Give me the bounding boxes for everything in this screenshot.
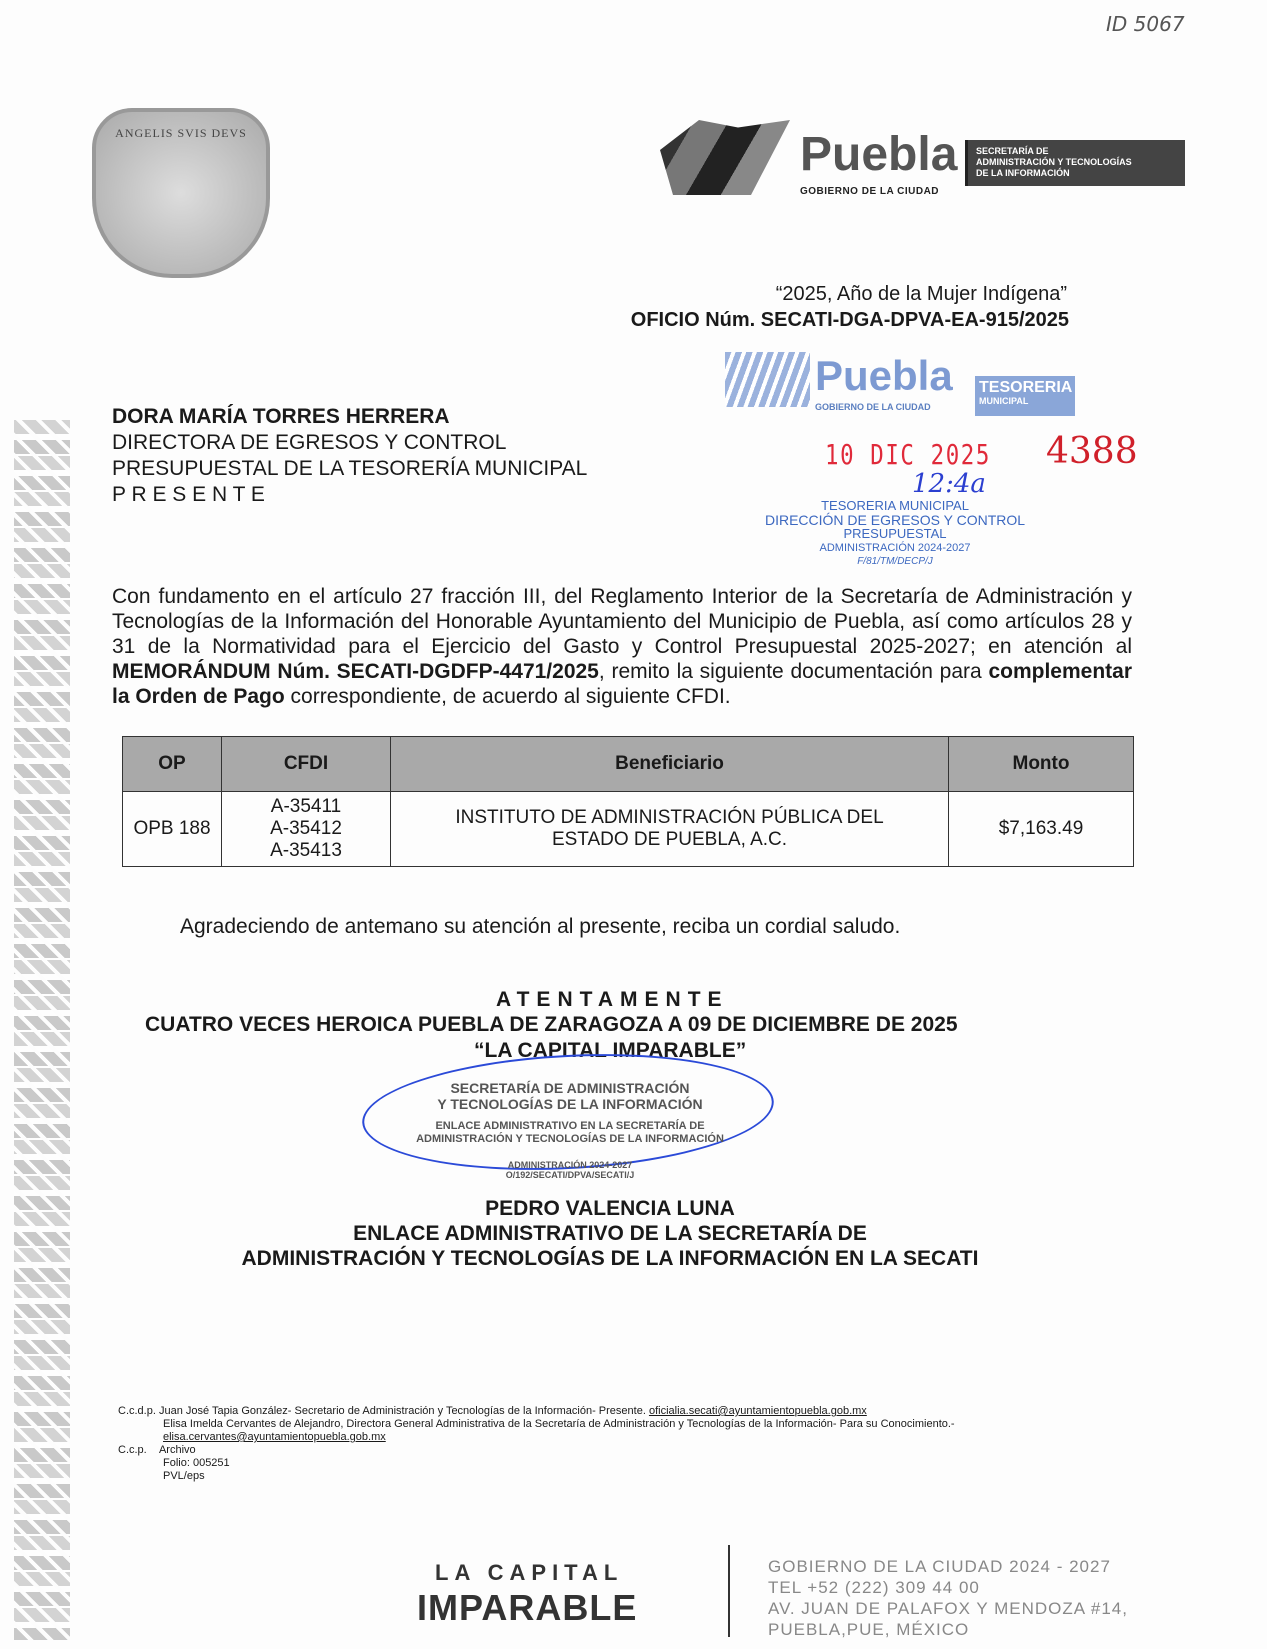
stamp-line: SECRETARÍA DE ADMINISTRACIÓN xyxy=(450,1080,690,1096)
header-beneficiario: Beneficiario xyxy=(391,737,949,792)
tesoreria-stamp-logo xyxy=(725,352,1075,422)
badge-text: TESORERIA xyxy=(979,379,1073,396)
stamp-line: TESORERIA MUNICIPAL xyxy=(821,498,969,513)
puebla-emblem-icon xyxy=(660,120,790,195)
body-text: Con fundamento en el artículo 27 fracción III, del Reglamento Interior de la Secretaría de Administración y Tecnologías de la Información del Honorable Ayuntamiento del Municipio de Puebla, así como artículos 28 y 31 de la Normatividad para el Ejercicio del Gasto y Control Presupuestal 2025-2027; en atención al xyxy=(112,585,1132,658)
stamp-line: F/81/TM/DECP/J xyxy=(857,556,933,567)
cell-op: OPB 188 xyxy=(123,792,222,867)
bar-line: ADMINISTRACIÓN Y TECNOLOGÍAS xyxy=(976,157,1132,167)
addressee-title: DIRECTORA DE EGRESOS Y CONTROL xyxy=(112,431,507,454)
oficio-number: OFICIO Núm. SECATI-DGA-DPVA-EA-915/2025 xyxy=(630,309,1069,331)
logo-bottom: IMPARABLE xyxy=(417,1587,638,1628)
closing-line: Agradeciendo de antemano su atención al presente, reciba un cordial saludo. xyxy=(180,915,901,938)
footer-contact xyxy=(768,1556,1128,1640)
badge-sub: MUNICIPAL xyxy=(979,396,1029,406)
capital-motto: “LA CAPITAL IMPARABLE” xyxy=(474,1039,747,1062)
capital-imparable-logo xyxy=(395,1560,695,1630)
bar-line: DE LA INFORMACIÓN xyxy=(976,168,1070,178)
addressee-name: DORA MARÍA TORRES HERRERA xyxy=(112,405,450,428)
stamp-line: PRESUPUESTAL xyxy=(843,526,947,541)
footer-city: PUEBLA,PUE, MÉXICO xyxy=(768,1620,970,1639)
stamp-line: ADMINISTRACIÓN Y TECNOLOGÍAS DE LA INFORMACIÓN xyxy=(416,1133,724,1145)
addressee-block xyxy=(112,404,587,508)
cfdi-item: A-35411 xyxy=(270,796,342,817)
logo-secretaria-bar xyxy=(965,140,1185,186)
cell-beneficiario xyxy=(391,792,949,867)
ccp-label: C.c.p. xyxy=(118,1444,147,1456)
cfdi-item: A-35413 xyxy=(270,840,342,861)
header-op: OP xyxy=(123,737,222,792)
logo-top: LA CAPITAL xyxy=(435,1560,624,1585)
ccdp-label: C.c.d.p. xyxy=(118,1405,156,1417)
received-date: 10 DIC 2025 xyxy=(825,438,991,471)
email-link[interactable]: oficialia.secati@ayuntamientopuebla.gob.mx xyxy=(648,1405,867,1417)
stamp-line: ADMINISTRACIÓN 2024-2027 xyxy=(819,542,971,554)
footer-phone: TEL +52 (222) 309 44 00 xyxy=(768,1578,980,1597)
copies-block xyxy=(118,1405,955,1483)
footer-divider xyxy=(728,1545,730,1637)
secati-stamp xyxy=(360,1080,780,1180)
atentamente: ATENTAMENTE xyxy=(496,988,729,1011)
city-seal-logo xyxy=(92,108,270,278)
stamp-line: ENLACE ADMINISTRATIVO EN LA SECRETARÍA DE xyxy=(435,1120,705,1132)
header-cfdi: CFDI xyxy=(222,737,391,792)
footer-line: GOBIERNO DE LA CIUDAD 2024 - 2027 xyxy=(768,1557,1111,1576)
memo-ref: MEMORÁNDUM Núm. SECATI-DGDFP-4471/2025 xyxy=(112,660,599,683)
cc-recipient: Juan José Tapia González- Secretario de Administración y Tecnologías de la Información- Presente. xyxy=(158,1405,646,1417)
decorative-border xyxy=(14,420,70,1640)
puebla-emblem-icon xyxy=(725,352,810,407)
ccp-archivo: Archivo xyxy=(158,1444,196,1456)
footer-address: AV. JUAN DE PALAFOX Y MENDOZA #14, xyxy=(768,1599,1128,1618)
handwritten-id: ID 5067 xyxy=(1106,12,1185,36)
received-folio: 4388 xyxy=(1046,431,1138,472)
place-date: CUATRO VECES HEROICA PUEBLA DE ZARAGOZA A 09 DE DICIEMBRE DE 2025 xyxy=(145,1013,958,1036)
year-motto: “2025, Año de la Mujer Indígena” xyxy=(775,283,1067,305)
logo-word: Puebla xyxy=(800,128,958,181)
email-link[interactable]: elisa.cervantes@ayuntamientopuebla.gob.mx xyxy=(163,1431,386,1443)
cfdi-table xyxy=(122,736,1134,867)
seal-text: ANGELIS SVIS DEVS xyxy=(115,126,247,140)
received-stamp-text xyxy=(740,499,1050,569)
table-header-row xyxy=(123,737,1134,792)
logo-sub: GOBIERNO DE LA CIUDAD xyxy=(800,186,940,197)
header-monto: Monto xyxy=(949,737,1134,792)
body-text: , remito la siguiente documentación para xyxy=(598,660,989,683)
cfdi-item: A-35412 xyxy=(270,818,342,839)
stamp-line: Y TECNOLOGÍAS DE LA INFORMACIÓN xyxy=(437,1096,703,1112)
stamp-logo-sub: GOBIERNO DE LA CIUDAD xyxy=(815,402,931,412)
signer-title: ADMINISTRACIÓN Y TECNOLOGÍAS DE LA INFORMACIÓN EN LA SECATI xyxy=(241,1247,979,1270)
table-row xyxy=(123,792,1134,867)
tesoreria-badge xyxy=(975,376,1075,416)
body-bold: complementar la Orden de Pago xyxy=(112,660,1132,708)
body-paragraph xyxy=(112,584,1132,709)
cell-monto: $7,163.49 xyxy=(949,792,1134,867)
presente: P R E S E N T E xyxy=(112,483,265,506)
stamp-logo-word: Puebla xyxy=(815,352,953,399)
received-time: 12:4a xyxy=(912,469,986,499)
puebla-secati-logo xyxy=(660,120,1190,200)
body-text: correspondiente, de acuerdo al siguiente CFDI. xyxy=(284,685,731,708)
cell-cfdi xyxy=(222,792,391,867)
signer-title: ENLACE ADMINISTRATIVO DE LA SECRETARÍA DE xyxy=(353,1222,867,1245)
stamp-line: O/192/SECATI/DPVA/SECATI/J xyxy=(505,1170,635,1180)
stamp-line: ADMINISTRACIÓN 2024-2027 xyxy=(507,1160,633,1170)
folio: Folio: 005251 xyxy=(163,1457,230,1469)
signer-name: PEDRO VALENCIA LUNA xyxy=(485,1197,735,1220)
addressee-title: PRESUPUESTAL DE LA TESORERÍA MUNICIPAL xyxy=(112,457,588,480)
bar-line: SECRETARÍA DE xyxy=(976,146,1049,156)
beneficiario-text: INSTITUTO DE ADMINISTRACIÓN PÚBLICA DEL ESTADO DE PUEBLA, A.C. xyxy=(455,807,884,850)
signer-block xyxy=(200,1196,1020,1271)
initials: PVL/eps xyxy=(163,1470,205,1482)
stamp-line: DIRECCIÓN DE EGRESOS Y CONTROL xyxy=(764,512,1026,528)
cc-recipient: Elisa Imelda Cervantes de Alejandro, Directora General Administrativa de la Secretaría de Administración y Tecnologías de la Información- Para su Conocimiento.- xyxy=(163,1418,955,1430)
